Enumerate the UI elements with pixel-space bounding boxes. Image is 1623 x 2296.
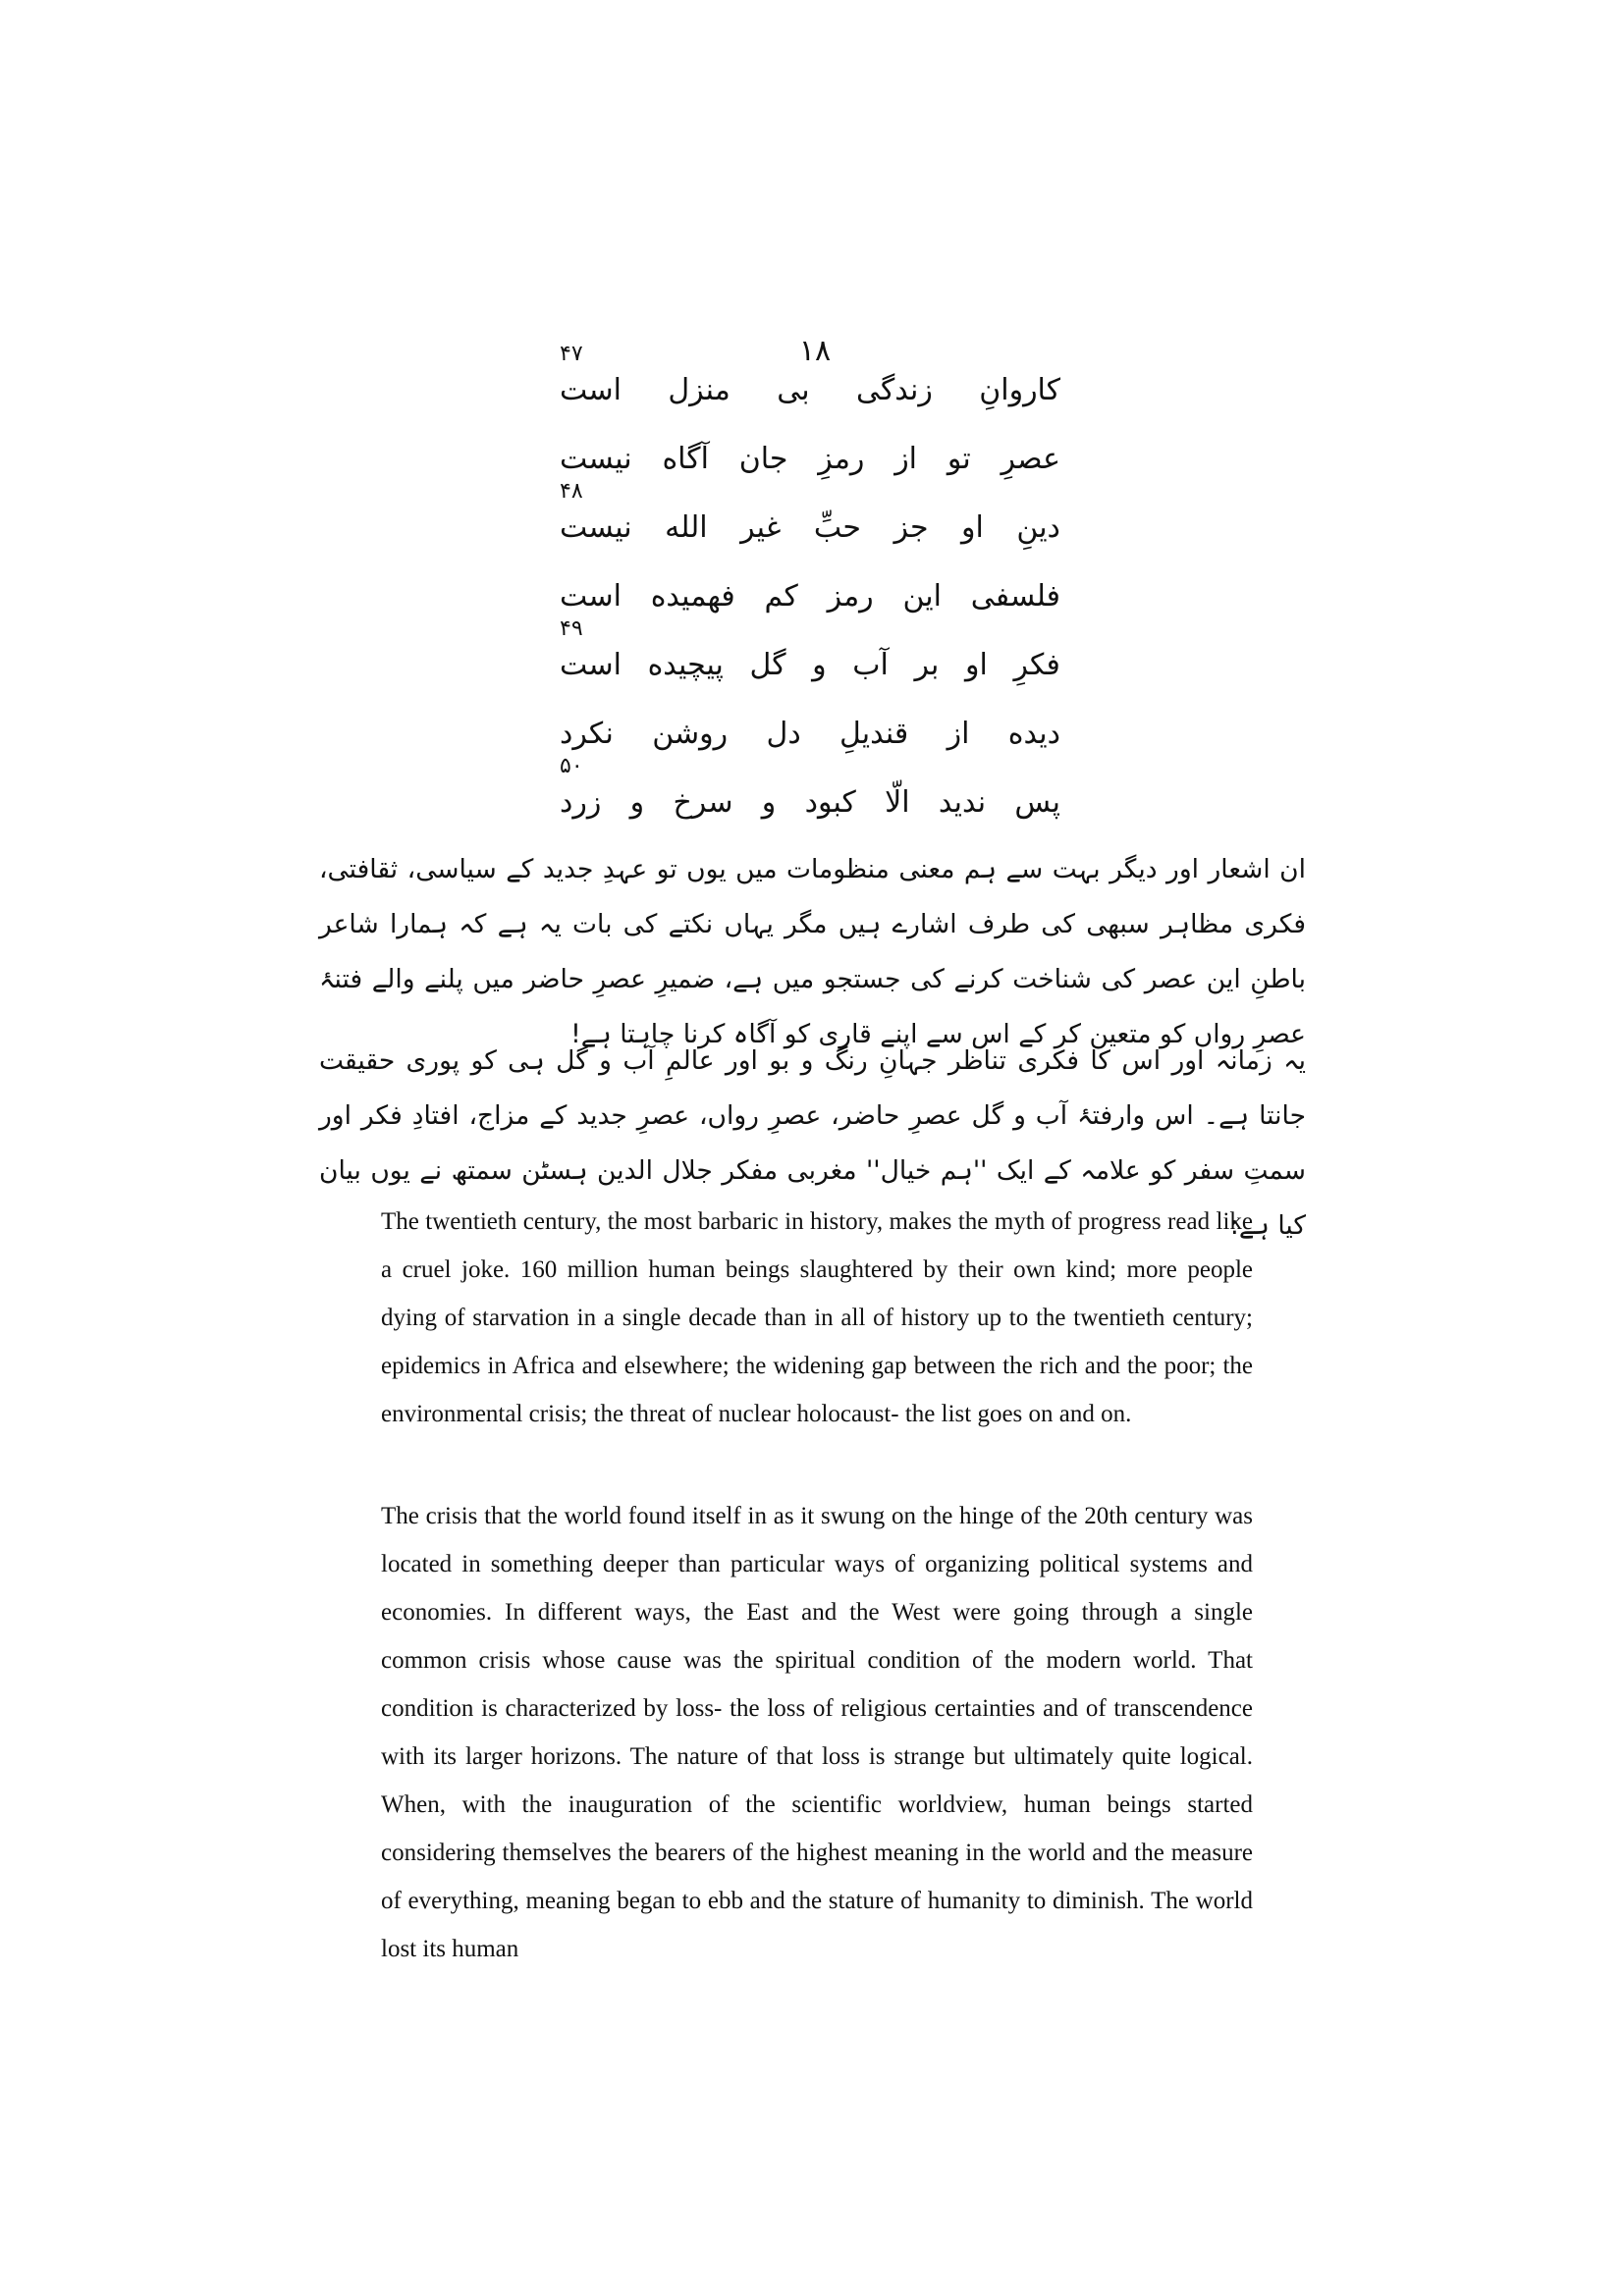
verse-word: دیده — [1007, 717, 1060, 751]
verse-word: آگاه — [662, 442, 709, 476]
verse-line — [560, 715, 1060, 754]
verse-word: بر — [914, 648, 940, 682]
verse-line — [560, 577, 1060, 616]
verse-word: تو — [947, 442, 971, 476]
verse-word: از — [894, 442, 918, 476]
verse-word: ندید — [938, 785, 987, 820]
footnote-marker: ۴۹ — [560, 616, 583, 641]
footnote-marker: ۵۰ — [560, 754, 583, 778]
verse-word: نیست — [560, 442, 632, 476]
verse-word: پیچیده — [647, 648, 724, 682]
footnote-marker: ۴۸ — [560, 479, 583, 504]
verse-word: فکرِ — [1013, 648, 1060, 682]
verse-word: پس — [1014, 785, 1060, 820]
verse-word: سرخ — [673, 785, 733, 820]
verse-line — [560, 479, 1060, 548]
urdu-paragraph-2: یہ زمانہ اور اس کا فکری تناظر جہانِ رنگ و بو اور عالمِ آب و گل ہی کو پوری حقیقت جانتا ہے۔ اس وارفتۂ آب و گل عصرِ حاضر، عصرِ رواں، عصرِ جدید کے مزاج، افتادِ فکر اور سمتِ سفر کو علامہ کے ایک ''ہم خیال'' مغربی مفکر جلال الدین ہسٹن سمتھ نے یوں بیان کیا ہے: — [319, 1045, 1306, 1241]
verse-word: کبود — [804, 785, 856, 820]
verse-word: است — [560, 579, 622, 614]
english-paragraph-2: The crisis that the world found itself in as it swung on the hinge of the 20th century was located in something deeper than particular ways of organizing political systems and economies. In different ways, the East and the West were going through a single common crisis whose cause was the spiritual condition of the modern world. That condition is characterized by loss- the loss of religious certainties and of transcendence with its larger horizons. The nature of that loss is strange but ultimately quite logical. When, with the inauguration of the scientific worldview, human beings started considering themselves the bearers of the highest meaning in the world and the measure of everything, meaning began to ebb and the stature of humanity to diminish. The world lost its human — [381, 1503, 1253, 1962]
verse-word: بی — [777, 373, 810, 407]
verse-word: این — [902, 579, 942, 614]
verse-word: زرد — [560, 785, 602, 820]
verse-line — [560, 616, 1060, 685]
verse-word: دل — [766, 717, 801, 751]
verse-word: فلسفی — [970, 579, 1060, 614]
verse-word: غیر — [740, 510, 782, 545]
verse-word: رمز — [827, 579, 874, 614]
verse-word: از — [947, 717, 970, 751]
verse-word: عصرِ — [1001, 442, 1060, 476]
page-number: ۱۸ — [798, 334, 832, 368]
verse-word: آب — [852, 648, 889, 682]
verse-word: فهمیده — [650, 579, 735, 614]
urdu-paragraph-1: ان اشعار اور دیگر بہت سے ہم معنی منظومات میں یوں تو عہدِ جدید کے سیاسی، ثقافتی، فکری مظاہر سبھی کی طرف اشارے ہیں مگر یہاں نکتے کی بات یہ ہے کہ ہمارا شاعر باطنِ این عصر کی شناخت کرنے کی جستجو میں ہے، ضمیرِ عصرِ حاضر میں پلنے والے فتنۂ عصرِ رواں کو متعین کر کے اس سے اپنے قاری کو آگاہ کرنا چاہتا ہے! — [319, 854, 1306, 1049]
verse-word: و — [629, 785, 645, 820]
verse-word: کم — [764, 579, 798, 614]
verse-word: الّا — [885, 785, 910, 820]
verse-word: الله — [665, 510, 708, 545]
verse-word: او — [961, 510, 984, 545]
verse-word: نیست — [560, 510, 632, 545]
verse-word: گل — [749, 648, 786, 682]
verse-word: جان — [738, 442, 788, 476]
english-paragraph-1: The twentieth century, the most barbaric in history, makes the myth of progress read like a cruel joke. 160 million human beings slaughtered by their own kind; more people dying of starvation in a single decade than in all of history up to the twentieth century; epidemics in Africa and elsewhere; the widening gap between the rich and the poor; the environmental crisis; the threat of nuclear holocaust- the list goes on and on. — [381, 1208, 1253, 1427]
verse-word: نکرد — [560, 717, 614, 751]
verse-word: روشن — [652, 717, 729, 751]
verse-word: کاروانِ — [979, 373, 1060, 407]
verse-word: دینِ — [1016, 510, 1060, 545]
verse-word: او — [964, 648, 988, 682]
verse-word: است — [560, 373, 622, 407]
verse-word: و — [761, 785, 777, 820]
verse-word: رمزِ — [818, 442, 865, 476]
verse-line — [560, 754, 1060, 823]
verse-word: قندیلِ — [839, 717, 909, 751]
verse-word: حبِّ — [813, 510, 861, 545]
verse-word: و — [812, 648, 827, 682]
footnote-marker: ۴۷ — [560, 342, 583, 366]
verse-line — [560, 440, 1060, 479]
verse-word: منزل — [668, 373, 730, 407]
verse-word: جز — [893, 510, 929, 545]
verse-word: زندگی — [855, 373, 933, 407]
verse-word: است — [560, 648, 622, 682]
